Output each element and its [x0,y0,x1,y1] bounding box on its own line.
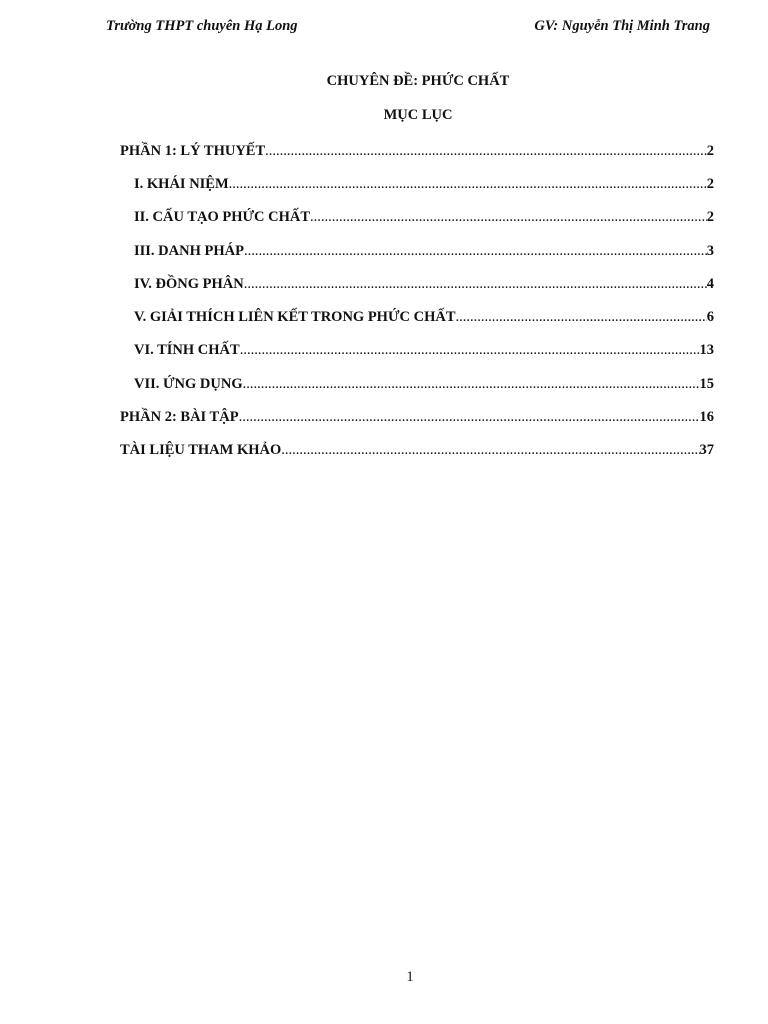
page-number: 1 [406,969,414,985]
toc-entry-ung-dung[interactable] [134,373,714,395]
toc-entry-page: 15 [699,376,714,392]
school-name: Trường THPT chuyên Hạ Long [106,18,298,34]
toc-entry-page: 16 [699,409,714,425]
toc-entry-label: II. CẤU TẠO PHỨC CHẤT [134,209,311,225]
dot-leader [244,240,707,262]
toc-entry-label: VII. ỨNG DỤNG [134,376,243,392]
toc-entry-dong-phan[interactable] [134,273,714,295]
toc-entry-part-1[interactable] [120,140,714,162]
dot-leader [265,140,707,162]
toc-entry-page: 6 [706,309,714,325]
dot-leader [310,206,707,228]
toc-entry-tinh-chat[interactable] [134,339,714,361]
dot-leader [229,173,707,195]
toc-entry-label: PHẦN 1: LÝ THUYẾT [120,143,266,159]
dot-leader [240,339,700,361]
toc-entry-part-2[interactable] [120,406,714,428]
toc-entry-danh-phap[interactable] [134,240,714,262]
dot-leader [239,406,700,428]
toc-entry-label: PHẦN 2: BÀI TẬP [120,409,239,425]
dot-leader [281,439,699,461]
toc-entry-label: VI. TÍNH CHẤT [134,342,240,358]
toc-entry-khai-niem[interactable] [134,173,714,195]
teacher-name: GV: Nguyễn Thị Minh Trang [534,18,710,34]
toc-entry-page: 4 [706,276,714,292]
dot-leader [243,373,700,395]
toc-entry-label: IV. ĐỒNG PHÂN [134,276,244,292]
toc-entry-label: V. GIẢI THÍCH LIÊN KẾT TRONG PHỨC CHẤT [134,309,456,325]
page-header [106,18,710,40]
toc-entry-page: 37 [699,442,714,458]
dot-leader [456,306,707,328]
toc-entry-label: TÀI LIỆU THAM KHẢO [120,442,282,458]
toc-entry-page: 13 [699,342,714,358]
toc-heading: MỤC LỤC [383,107,453,123]
toc-entry-lien-ket[interactable] [134,306,714,328]
document-topic: CHUYÊN ĐỀ: PHỨC CHẤT [326,73,510,89]
toc-entry-page: 2 [706,209,714,225]
toc-entry-page: 2 [706,176,714,192]
dot-leader [244,273,707,295]
toc-entry-page: 3 [706,243,714,259]
toc-entry-label: I. KHÁI NIỆM [134,176,229,192]
toc-entry-page: 2 [706,143,714,159]
toc-entry-references[interactable] [120,439,714,461]
toc-entry-label: III. DANH PHÁP [134,243,244,259]
toc-entry-cau-tao[interactable] [134,206,714,228]
